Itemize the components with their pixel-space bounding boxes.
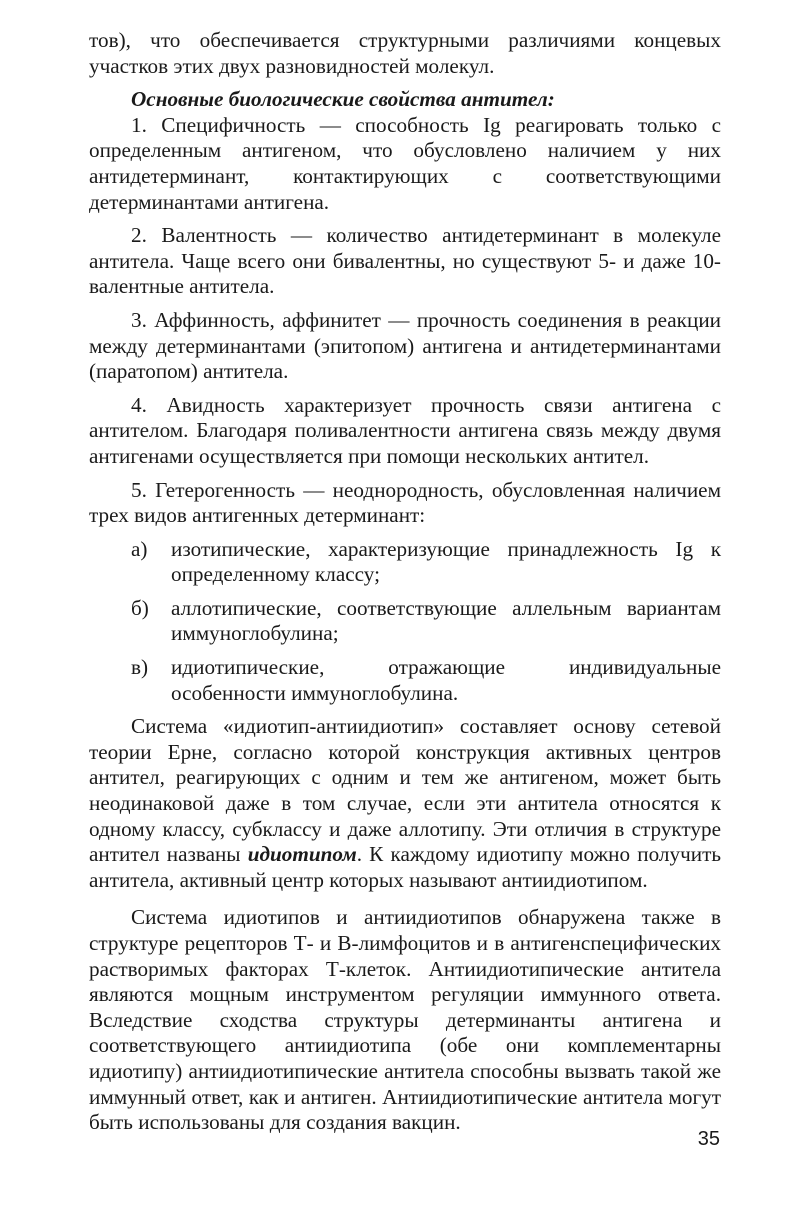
property-item-heterogeneity: 5. Гетерогенность — неоднородность, обусловленная наличием трех видов антигенных детерминант:: [89, 477, 721, 528]
property-item-affinity: 3. Аффинность, аффинитет — прочность соединения в реакции между детерминантами (эпитопом) антигена и антидетерминантами (паратопом) антитела.: [89, 307, 721, 384]
continuation-paragraph: тов), что обеспечивается структурными различиями концевых участков этих двух разновидностей молекул.: [89, 28, 721, 78]
property-item-avidity: 4. Авидность характеризует прочность связи антигена с антителом. Благодаря поливалентности антигена связь между двумя антигенами осуществляется при помощи нескольких антител.: [89, 392, 721, 468]
paragraph-anti-idiotypes: Система идиотипов и антиидиотипов обнаружена также в структуре рецепторов Т- и В-лимфоцитов и в антигенспецифических растворимых факторах Т-клеток. Антиидиотипические антитела являются мощным инструментом регуляции иммунного ответа. Вследствие сходства структуры детерминанты антигена и соответствующего антиидиотипа (обе они комплементарны идиотипу) антиидиотипические антитела способны вызвать такой же иммунный ответ, как и антиген. Антиидиотипические антитела могут быть использованы для создания вакцин.: [89, 905, 721, 1135]
property-item-specificity: 1. Специфичность — способность Ig реагировать только с определенным антигеном, что обусловлено наличием у них антидетерминант, контактирующих с соответствующими детерминантами антигена.: [89, 112, 721, 214]
subitem-text: аллотипические, соответствующие аллельным вариантам иммуноглобулина;: [171, 595, 721, 646]
section-heading: Основные биологические свойства антител:: [131, 87, 555, 112]
subitem-text: идиотипические, отражающие индивидуальные особенности иммуноглобулина.: [171, 655, 721, 705]
subitem-marker: а): [131, 536, 148, 561]
subitem-marker: б): [131, 595, 149, 620]
subitem-text: изотипические, характеризующие принадлежность Ig к определенному классу;: [171, 536, 721, 587]
subitem-allotypic: [89, 596, 721, 647]
page-body: [89, 28, 721, 1136]
emphasis-term: идиотипом: [247, 842, 357, 867]
paragraph-text: . К каждому идиотипу можно получить антитела, активный центр которых называют антиидиотипом.: [89, 842, 721, 892]
subitem-isotypic: [89, 537, 721, 588]
property-item-valency: 2. Валентность — количество антидетерминант в молекуле антитела. Чаще всего они бивалентны, но существуют 5- и даже 10-валентные антитела.: [89, 223, 721, 299]
paragraph-text: Система «идиотип-антиидиотип» составляет основу сетевой теории Ерне, согласно которой конструкция активных центров антител, реагирующих с одним и тем же антигеном, может быть неодинаковой даже в том случае, если эти антитела относятся к одному классу, субклассу и даже аллотипу. Эти отличия в структуре антител названы: [89, 714, 721, 867]
paragraph-idiotype-network: [89, 714, 721, 893]
page-number: 35: [697, 1128, 720, 1150]
subitem-idiotypic: [89, 655, 721, 706]
subitem-marker: в): [131, 655, 149, 680]
